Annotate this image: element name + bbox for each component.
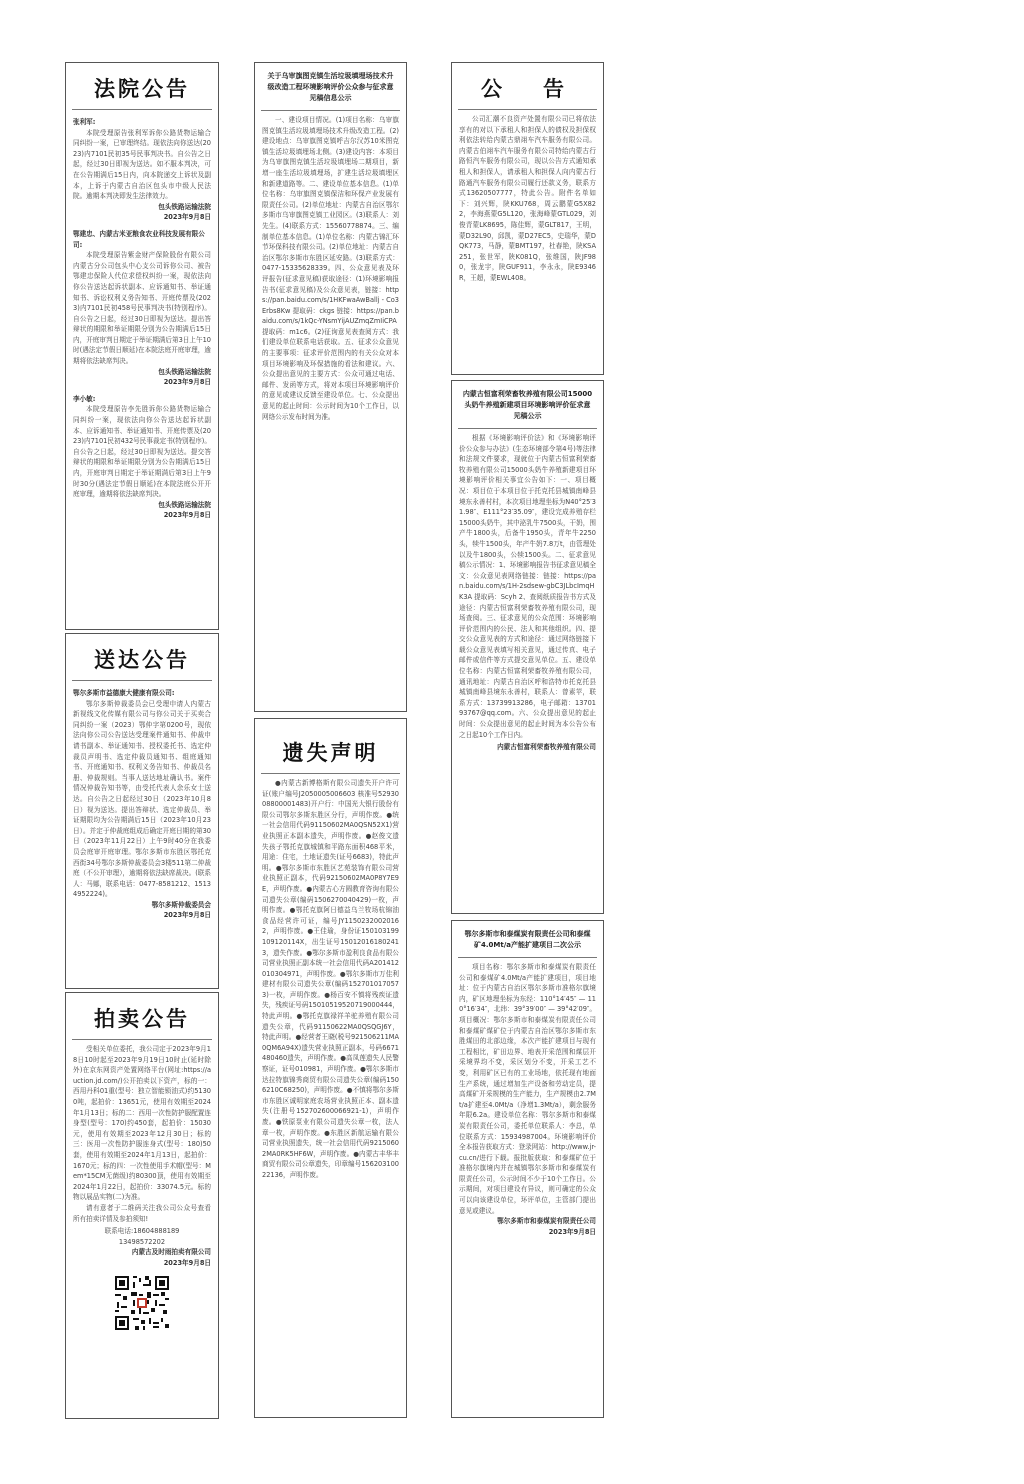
eia-coal-title: 鄂尔多斯市和泰煤炭有限责任公司和泰煤矿4.0Mt/a产能扩建项目二次公示 (464, 930, 591, 949)
court-date-3: 2023年9月8日 (163, 511, 211, 520)
court-text-3: 本院受理原告李先胜诉你公路货物运输合同纠纷一案，现依法向你公告送达起诉状副本、应诉通知书、举证通知书、开庭传票及(2023)内7101民初432号民事裁定书(特别程序)。自公告之日起，经过30日即视为送达。提交答辩状的期限和举证期限分别为公告期满后15日内，开庭审判日期定于举证期满后第3日上午9时30分(遇法定节假日顺延)在本院法庭公开开庭审理，逾期将依法缺席判决。 (73, 405, 211, 499)
service-notice (65, 633, 219, 989)
auction-notice (65, 992, 219, 1419)
eia-dairy-title: 内蒙古恒富利荣畜牧养殖有限公司15000头奶牛养殖新建项目环境影响评价征求意见稿公示 (462, 390, 593, 420)
service-notice-title: 送达公告 (94, 648, 190, 672)
court-date-1: 2023年9月8日 (163, 213, 211, 222)
eia-coal-date: 2023年9月8日 (548, 1227, 596, 1236)
auction-text-2: 请有意者于二维码关注我公司公众号查看所有拍卖详情及参拍须知! (73, 1203, 211, 1223)
debt-notice (451, 62, 604, 375)
court-date-2: 2023年9月8日 (163, 378, 211, 387)
lost-notice (254, 718, 407, 1418)
auction-phone-2: 13498572202 (118, 1237, 166, 1246)
service-text: 鄂尔多斯仲裁委员会已受理申请人内蒙古新视线文化传媒有限公司与你公司关于买卖合同纠纷一案（2023）鄂仲字第0200号，现依法向你公司公告送达受理案件通知书、仲裁申请书副本、举证通知书、授权委托书、选定仲裁员声明书、选定仲裁员通知书、组庭通知书、开庭通知书、权利义务告知书、仲裁员名册、仲裁规则。当事人送达地址确认书。案件情况仲裁告知书等，由受托代表人余乐女士送达。自公告之日起经过30日（2023年10月8日）视为送达。提出答辩状、选定仲裁员、举证期限均为公告期满后15日（2023年10月23日）。并定于仲裁庭组成后确定开庭日期的第30日（2023年11月22日）上午9时40分在我委员会庭审开庭审理。鄂尔多斯市东胜区鄂托克西街34号鄂尔多斯仲裁委员会3楼511第二仲裁庭（不公开审理），逾期将依法缺席裁决。(联系人：马娜，联系电话：0477-8581212、15134952224)。 (73, 699, 211, 899)
auction-text-1: 受相关单位委托，我公司定于2023年9月18日10时起至2023年9月19日10时止(延时除外)在京东网资产处置网络平台(网址:https://auction.jd.com/)公开拍卖以下资产，标的一：西用丹科01重(型号：独立智能锁油式)约51300吨，起拍价：13651元，使用有效期至2024年1月13日；标的二：西用一次性防护服配置连身型(型号：170)约450套，起拍价：15030元，使用有效期至2023年12月30日；标的三：医用一次性防护服连身式(型号：180)50套，使用有效期至2024年1月13日，起拍价：1670元；标的四：一次性使用手术帽(型号：Mem*15CM无菌级)约80300顶，使用有效期至2024年1月22日，起拍价：33074.5元。标的物以展品实物(二)为准。 (73, 1045, 211, 1202)
court-addressee-2: 鄂建忠、内蒙古米亚粮食农业科技发展有限公司: (73, 229, 205, 249)
debt-notice-title: 公 告 (481, 77, 574, 101)
eia-notice-dairy (451, 380, 604, 914)
court-notice (65, 62, 219, 630)
court-notice-title: 法院公告 (94, 77, 190, 101)
auction-sign: 内蒙古及时雨拍卖有限公司 (131, 1248, 211, 1257)
service-addressee: 鄂尔多斯市益德康大健康有限公司: (73, 689, 175, 697)
eia-coal-sign: 鄂尔多斯市和泰煤炭有限责任公司 (497, 1217, 596, 1226)
court-sign-3: 包头铁路运输法院 (158, 500, 211, 509)
eia-coal-text: 项目名称：鄂尔多斯市和泰煤炭有限责任公司和泰煤矿4.0Mt/a产能扩建项目，项目地址：位于内蒙古自治区鄂尔多斯市准格尔旗境内，矿区地理坐标为东经：110°14′45″ — 110°16′34″，北纬：39°39′00″ — 39°42′09″。项目概况：鄂尔多斯市和泰煤炭有限责任公司和泰煤矿煤矿位于内蒙古自治区鄂尔多斯市东胜煤田的北部边缘，本次产能扩建项目与现有工程相比，矿田边界、地表开采范围和煤层开采境界均不变，采区划分不变，开采工艺不变，利用矿区已有的工业场地，依托现有地面生产系统，通过增加生产设备和劳动定员，提高煤矿开采规模的生产能力，生产规模由2.7Mt/a扩建至4.0Mt/a（净增1.3Mt/a），剩余服务年限6.2a。建设单位名称：鄂尔多斯市和泰煤炭有限责任公司，委托单位联系人：李总，单位联系方式：15934987004。环境影响评价全本报告获取方式：登录网站：http://www.jr-cu.cn/进行下载。报批版获取：和泰煤矿位于准格尔旗境内并在城镇鄂尔多斯市和泰煤炭有限责任公司，公示时间不少于10个工作日。公示期间，对项目建设有异议，则可确定的公众可以向该建设单位，环评单位，主管部门提出意见或建议。 (459, 963, 596, 1215)
eia-notice-coal (451, 920, 604, 1418)
lost-notice-title: 遗失声明 (282, 741, 379, 765)
service-sign: 鄂尔多斯仲裁委员会 (151, 900, 211, 909)
eia-dairy-sign: 内蒙古恒富利荣畜牧养殖有限公司 (497, 743, 596, 752)
court-text-1: 本院受理原告张利军诉你公路货物运输合同纠纷一案，已审理终结。现依法向你送达(2023)内7101民初35号民事判决书。自公告之日起，经过30日即视为送达。如不服本判决，可在公告期满后15日内，向本院递交上诉状及副本，上诉于内蒙古自治区包头市中级人民法院。逾期本判决即发生法律效力。 (73, 128, 211, 201)
eia-tuke-title: 关于乌审旗图克镇生活垃圾填埋场技术升级改造工程环境影响评价公众参与征求意见稿信息公示 (267, 72, 394, 102)
eia-tuke-text: 一、建设项目情况。(1)项目名称：乌审旗图克镇生活垃圾填埋场技术升级改造工程。(2)建设地点：乌审旗图克镇呼吉尔汉苏10米图克镇生活垃圾填埋场北侧。(3)建设内容：本项目为乌审旗图克镇生活垃圾填埋场二期项目，新增一座生活垃圾填埋场，扩建生活垃圾填埋区和新建道路等。二、建设单位基本信息。(1)单位名称：乌审旗图克镇保洁和环保产业发展有限责任公司。(2)单位地址：内蒙古自治区鄂尔多斯市乌审旗图克镇工业园区。(3)联系人：刘先生。(4)联系方式：15560778874。三、编制单位基本信息。(1)单位名称：内蒙古锦汇环节环保科技有限公司。(2)单位地址：内蒙古自治区鄂尔多斯市东胜区延安路。(3)联系方式：0477-15335628339。四、公众意见表及环评报告(征求意见稿)获取途径：(1)环境影响报告书(征求意见稿)及公众意见表，链接：https://pan.baidu.com/s/1HKFwaAwBallj - Co3Erbs8Kw 提取码：ckgs 链接：https://pan.baidu.com/s/1kQc-YNsmYijAUZmqZmIiCPA 提取码：m1c6。(2)征询意见表查阅方式：我们建设单位联系电话获取。五、征求公众意见的主要事项：征求评价范围内的有关公众对本项目环境影响及环保措施的看法和建议。六、公众提出意见的主要方式：公众可通过电话、邮件、发函等方式，将对本项目环境影响评价的意见或建议反馈至建设单位。七、公众提出意见的起止时间：公示时间为10个工作日，以网络公示发布时间为准。 (262, 116, 399, 421)
auction-contact-label: 联系电话: (104, 1227, 134, 1236)
auction-notice-title: 拍卖公告 (94, 1007, 190, 1031)
debt-notice-text: 公司汇潮不良资产处置有限公司已将依法享有的对以下承租人和担保人的债权及担保权利依法转给内蒙古鼎翊车汽车服务有限公司。内蒙古伯翊车汽车服务有限公司特给内蒙古行路恒汽车服务有限公司，现以公告方式通知承租人和担保人，请承租人和担保人向内蒙古行路通汽车服务有限公司履行还款义务，联系方式13620507777，特此公告。附件名单如下：刘兴辉，陕KKU768，周云鹏蒙G5X822，李海燕蒙G5L120，张海峰蒙GTL029，刘俊青蒙LK8695，陈佳辉，蒙GLT817，王明，蒙D32L90，邱凯，蒙D27EC5，史瑞华，蒙DQK773，马静，蒙BMT197，杜春艳，陕KSA251，张世军，陕K081Q，张维国，陕JF980，张龙宇，陕GUF911，李永永，陕E9346R，王超，蒙EWL408。 (459, 115, 596, 282)
court-text-2: 本院受理原告紫金财产保险股份有限公司内蒙古分公司包头中心支公司诉你公司、被告鄂建忠保险人代位求偿权纠纷一案，现依法向你公告送达起诉状副本、应诉通知书、举证通知书、诉讼权利义务告知书、开庭传票及(2023)内7101民初458号民事判决书(特别程序)。自公告之日起，经过30日即视为送达。提出答辩状的期限和举证期限分别为公告期满后15日内，开庭审判日期定于举证期满后第3日上午10时(遇法定节假日顺延)在本院法庭开庭审理，逾期将依法缺席判决。 (73, 251, 211, 366)
auction-date: 2023年9月8日 (163, 1258, 211, 1267)
eia-dairy-text: 根据《环境影响评价法》和《环境影响评价公众参与办法》(生态环境部令第4号)等法律和法规文件要求，现就位于内蒙古恒富利荣畜牧养殖有限公司15000头奶牛养殖新建项目环境影响评价相关事宜公告如下：一、项目概况：项目位于本项目位于托克托县城镇南峰县境东永善村村，本次项目地理坐标为N40°25′31.98″、E111°23′35.09″，建设完成养殖存栏15000头奶牛，其中泌乳牛7500头，干奶，围产牛1800头，后备牛1950头，青年牛2250头，犊牛1500头，年产牛奶7.8万t，由管理处以及牛1800头，公犊1500头。二、征求意见稿公示情况：1、环境影响报告书征求意见稿全文：公众意见表网络链接：链接：https://pan.baidu.com/s/1H-2sdsew-gbC3JLbcImqHK3A 提取码：Scyh 2、查阅纸质报告书方式及途径：内蒙古恒富利荣畜牧养殖有限公司，现场查阅。三、征求意见的公众范围：环境影响评价范围内的公民、法人和其他组织。四、提交公众意见表的方式和途径：通过网络链接下载公众意见表填写相关意见，通过传真、电子邮件或信件等方式提交意见单位。五、建设单位名称：内蒙古恒富利荣畜牧养殖有限公司，通讯地址：内蒙古自治区呼和浩特市托克托县城镇南峰县境东永善村，联系人：曾素苹，联系方式：13739913286，电子邮箱：1370193767@qq.com。六、公众提出意见的起止时间：公众提出意见的起止时间为本公告公布之日起10个工作日内。 (459, 434, 596, 739)
lost-text: ●内蒙古新博格斯有限公司遗失开户许可证(账户编号J2050005006603 核准号5293008800001483)开户行：中国光大银行股份有限公司鄂尔多斯东胜区分行，声明作废。●统一社会信用代码91150602MA0QSN52X1)营业执照正本副本遗失，声明作废。●赵俊文遗失孩子鄂托克旗城镇和平路东面积468平米，用途：住宅，土地证遗失(证号6683)，特此声明。●鄂尔多斯市东胜区艺苑装饰有限公司营业执照正副本，代码92150602MA0P8Y7E9E，声明作废。●内蒙古心方圆教育咨询有限公司遗失公章(编码1506270040429)一枚，声明作废。●鄂托克旗阿日德益乌兰牧场杭锦油食品经营许可证，编号JY11502320020162，声明作废。●王佳瑜，身份证150103199109120114X，出生证号150120161802413，遗失作废。●鄂尔多斯市盈利良食品有限公司营业执照正副本统一社会信用代码A201412010304971，声明作废。●鄂尔多斯市万佳利建材有限公司遗失公章(编码1527010170573)一枚，声明作废。●杨百安不慎将残疾证遗失，残疾证号码15010519520719000444，特此声明。●鄂托克旗禄祥羊驼养殖有限公司遗失公章，代码91150622MA0QSQGJ6Y，特此声明。●经营者王晓(税号921506211MA0QM6A94X)遗失营业执照正副本，号码6671480460遗失，声明作废。●高凤莲遗失人民警察证，证号010981，声明作废。●鄂尔多斯市达拉特旗锦秀商贸有限公司遗失公章(编码1506210C68250)，声明作废。●不慎将鄂尔多斯市东胜区诚明家庭农场营业执照正本、副本遗失(注册号152702600066921-1)，声明作废。●铁原泵业有限公司遗失公章一枚，法人章一枚，声明作废。●东胜区新航运输有限公司营业执照遗失，统一社会信用代码92150602MA0RK5HF6W，声明作废。●内蒙古丰华丰商贸有限公司公章遗失，印章编号15620310022136，声明作废。 (262, 779, 399, 1179)
court-sign-2: 包头铁路运输法院 (158, 367, 211, 376)
eia-notice-tuke (254, 62, 407, 712)
court-sign-1: 包头铁路运输法院 (158, 202, 211, 211)
auction-phone-1: 18604888189 (133, 1227, 180, 1236)
service-date: 2023年9月8日 (163, 911, 211, 920)
court-addressee-3: 李小敏: (73, 394, 96, 403)
court-addressee-1: 张利军: (73, 118, 96, 126)
qr-code-icon (113, 1274, 171, 1332)
